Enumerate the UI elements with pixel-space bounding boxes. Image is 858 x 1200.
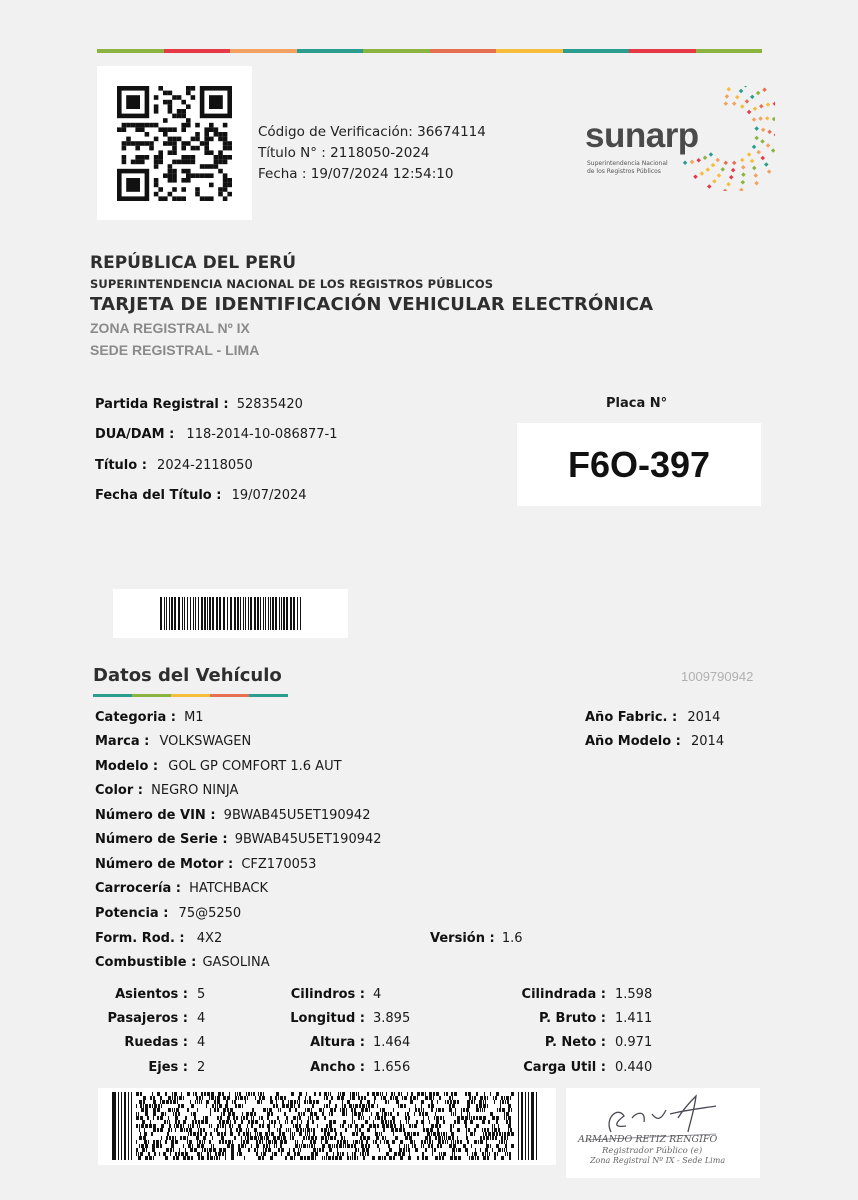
- carroceria-label: Carrocería :: [95, 881, 181, 896]
- longitud-label: Longitud :: [290, 1011, 365, 1026]
- version-label: Versión :: [430, 931, 495, 946]
- top-bar-segment: [629, 49, 696, 53]
- title-barcode: [113, 589, 348, 638]
- pasajeros-label: Pasajeros :: [107, 1011, 188, 1026]
- anio-fab-value: 2014: [687, 710, 721, 725]
- top-bar-segment: [696, 49, 763, 53]
- cargautil-label: Carga Util :: [523, 1060, 606, 1075]
- modelo-label: Modelo :: [95, 759, 159, 774]
- potencia-value: 75@5250: [178, 906, 242, 921]
- serie-value: 9BWAB45U5ET190942: [234, 832, 382, 847]
- registrar-name: ARMANDO RETIZ RENGIFO: [578, 1134, 718, 1145]
- anio-mod-row: [585, 734, 724, 749]
- version-value: 1.6: [501, 931, 523, 946]
- categoria-label: Categoria :: [95, 710, 176, 725]
- document-number: 1009790942: [681, 669, 754, 684]
- top-bar-segment: [563, 49, 630, 53]
- titulo-row: [95, 458, 253, 473]
- longitud-value: 3.895: [373, 1011, 411, 1026]
- potencia-label: Potencia :: [95, 906, 169, 921]
- anio-fab-row: [585, 710, 720, 725]
- top-color-bar: [97, 49, 762, 53]
- motor-value: CFZ170053: [241, 857, 317, 872]
- pbruto-label: P. Bruto :: [538, 1011, 606, 1026]
- altura-value: 1.464: [373, 1035, 411, 1050]
- cilindros-value: 4: [373, 987, 382, 1002]
- registrar-role: Registrador Público (e): [602, 1146, 703, 1156]
- combustible-row: [95, 955, 270, 970]
- top-bar-segment: [97, 49, 164, 53]
- logo-subtitle: [587, 160, 668, 176]
- ejes-value: 2: [197, 1060, 206, 1075]
- pasajeros-value: 4: [197, 1011, 206, 1026]
- anio-mod-value: 2014: [691, 734, 725, 749]
- cargautil-value: 0.440: [615, 1060, 653, 1075]
- verification-code-value: 36674114: [417, 124, 486, 140]
- version-row: [430, 931, 523, 946]
- section-underline: [93, 694, 288, 697]
- top-bar-segment: [363, 49, 430, 53]
- title-no-label: Título N° :: [258, 145, 326, 161]
- top-bar-segment: [297, 49, 364, 53]
- logo-subtitle-line2: de los Registros Públicos: [587, 168, 661, 175]
- top-bar-segment: [496, 49, 563, 53]
- plate-label: Placa N°: [606, 396, 668, 411]
- pneto-value: 0.971: [615, 1035, 653, 1050]
- ancho-value: 1.656: [373, 1060, 411, 1075]
- serie-row: [95, 832, 382, 847]
- titulo-value: 2024-2118050: [157, 458, 253, 473]
- partida-row: [95, 397, 303, 412]
- categoria-value: M1: [184, 710, 204, 725]
- pneto-label: P. Neto :: [544, 1035, 606, 1050]
- logo-subtitle-line1: Superintendencia Nacional: [587, 160, 668, 167]
- date-line: [258, 164, 486, 185]
- formrod-value: 4X2: [196, 931, 223, 946]
- ruedas-label: Ruedas :: [124, 1035, 188, 1050]
- card-title: TARJETA DE IDENTIFICACIÓN VEHICULAR ELECTRÓNICA: [90, 294, 654, 315]
- modelo-row: [95, 759, 342, 774]
- vehicle-section-title: Datos del Vehículo: [93, 665, 282, 686]
- modelo-value: GOL GP COMFORT 1.6 AUT: [168, 759, 342, 774]
- formrod-row: [95, 931, 222, 946]
- color-label: Color :: [95, 783, 143, 798]
- zone-title: ZONA REGISTRAL Nº IX: [90, 320, 250, 336]
- vin-value: 9BWAB45U5ET190942: [223, 808, 371, 823]
- motor-label: Número de Motor :: [95, 857, 234, 872]
- plate-box: [517, 423, 761, 506]
- vin-row: [95, 808, 370, 823]
- cilindrada-label: Cilindrada :: [521, 987, 606, 1002]
- anio-fab-label: Año Fabric. :: [585, 710, 678, 725]
- anio-mod-label: Año Modelo :: [585, 734, 681, 749]
- altura-label: Altura :: [310, 1035, 365, 1050]
- ancho-label: Ancho :: [310, 1060, 365, 1075]
- logo-wordmark: sunarp: [585, 116, 699, 155]
- top-bar-segment: [164, 49, 231, 53]
- cilindros-label: Cilindros :: [290, 987, 365, 1002]
- partida-label: Partida Registral :: [95, 397, 229, 412]
- title-no-value: 2118050-2024: [330, 145, 430, 161]
- date-label: Fecha :: [258, 166, 307, 182]
- potencia-row: [95, 906, 241, 921]
- asientos-label: Asientos :: [115, 987, 188, 1002]
- combustible-value: GASOLINA: [202, 955, 270, 970]
- republic-title: REPÚBLICA DEL PERÚ: [90, 253, 297, 273]
- color-row: [95, 783, 238, 798]
- qr-code: [97, 66, 252, 220]
- partida-value: 52835420: [236, 397, 303, 412]
- fecha-titulo-label: Fecha del Título :: [95, 488, 222, 503]
- marca-value: VOLKSWAGEN: [159, 734, 252, 749]
- cilindrada-value: 1.598: [615, 987, 653, 1002]
- sunarp-logo: [585, 86, 775, 191]
- carroceria-row: [95, 881, 268, 896]
- top-bar-segment: [230, 49, 297, 53]
- dua-row: [95, 427, 338, 442]
- title-no-line: [258, 143, 486, 164]
- vin-label: Número de VIN :: [95, 808, 216, 823]
- combustible-label: Combustible :: [95, 955, 197, 970]
- carroceria-value: HATCHBACK: [189, 881, 268, 896]
- pbruto-value: 1.411: [615, 1011, 653, 1026]
- plate-number: F6O-397: [567, 443, 711, 485]
- marca-label: Marca :: [95, 734, 150, 749]
- marca-row: [95, 734, 251, 749]
- registrar-office: Zona Registral Nº IX - Sede Lima: [590, 1156, 726, 1165]
- asientos-value: 5: [197, 987, 206, 1002]
- dua-value: 118-2014-10-086877-1: [186, 427, 338, 442]
- pdf417-barcode: [98, 1088, 556, 1165]
- date-value: 19/07/2024 12:54:10: [310, 166, 454, 182]
- ejes-label: Ejes :: [148, 1060, 188, 1075]
- motor-row: [95, 857, 316, 872]
- serie-label: Número de Serie :: [95, 832, 228, 847]
- ruedas-value: 4: [197, 1035, 206, 1050]
- office-title: SEDE REGISTRAL - LIMA: [90, 342, 260, 358]
- titulo-label: Título :: [95, 458, 147, 473]
- verification-code-label: Código de Verificación:: [258, 124, 413, 140]
- registrar-signature: [566, 1088, 760, 1178]
- top-bar-segment: [430, 49, 497, 53]
- categoria-row: [95, 710, 204, 725]
- verification-code-line: [258, 122, 486, 143]
- color-value: NEGRO NINJA: [151, 783, 239, 798]
- formrod-label: Form. Rod. :: [95, 931, 185, 946]
- superintendency-title: SUPERINTENDENCIA NACIONAL DE LOS REGISTROS PÚBLICOS: [90, 277, 494, 291]
- verification-info: [258, 122, 486, 185]
- fecha-titulo-value: 19/07/2024: [231, 488, 307, 503]
- fecha-titulo-row: [95, 488, 307, 503]
- dua-label: DUA/DAM :: [95, 427, 175, 442]
